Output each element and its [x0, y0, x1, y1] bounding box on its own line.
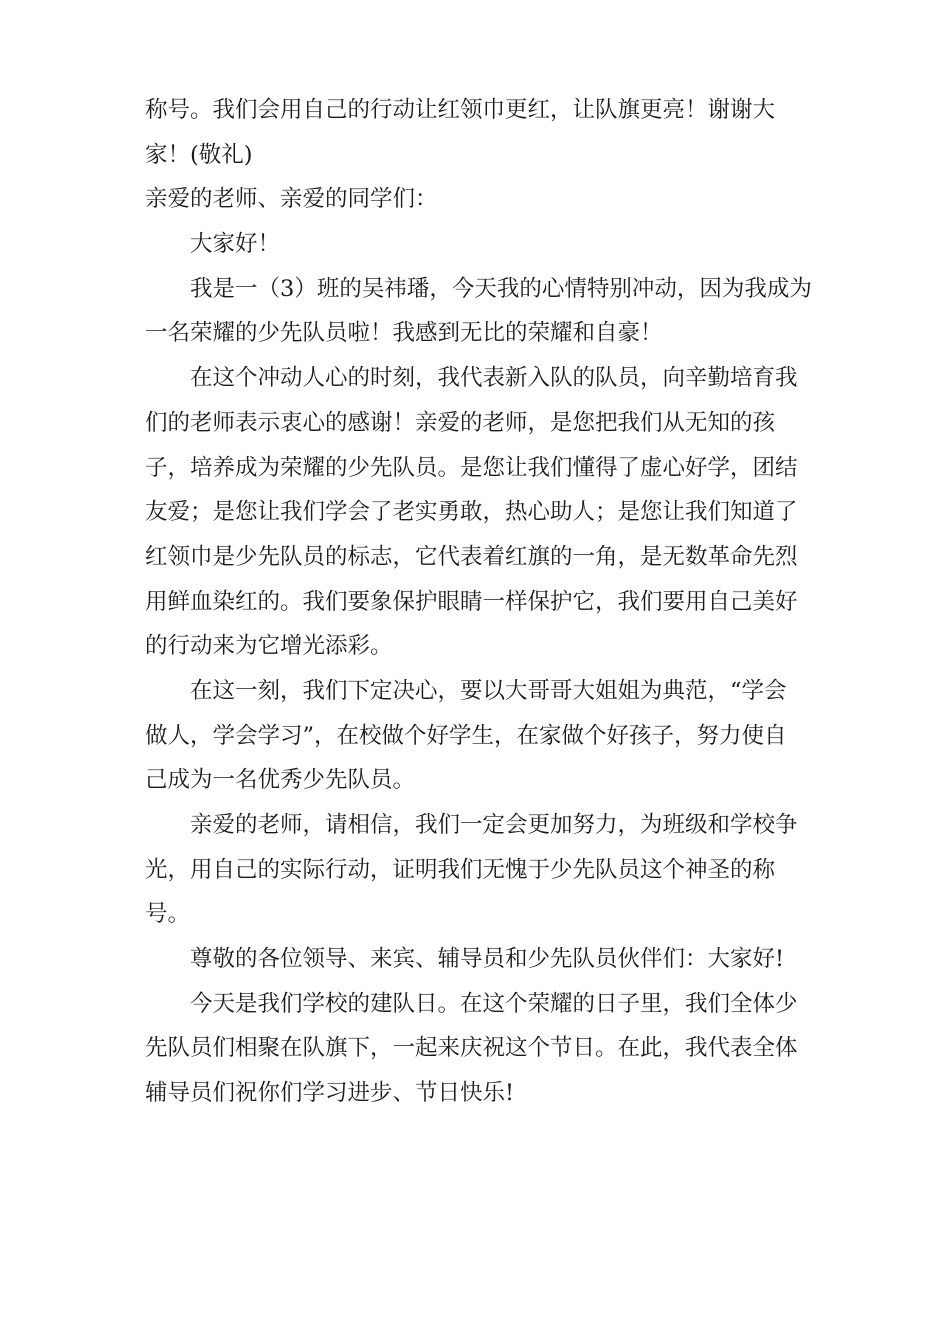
greeting: 大家好！ [190, 231, 281, 258]
text-line: 号。 [145, 901, 191, 928]
text-line: 今天是我们学校的建队日。在这个荣耀的日子里，我们全体少 [190, 990, 798, 1017]
salutation: 亲爱的老师、亲爱的同学们： [145, 186, 438, 213]
text-line: 称号。我们会用自己的行动让红领巾更红，让队旗更亮！谢谢大 [145, 97, 776, 123]
text-line: 己成为一名优秀少先队员。 [145, 767, 416, 794]
text-line: 们的老师表示衷心的感谢！亲爱的老师，是您把我们从无知的孩 [145, 409, 776, 436]
text-line: 在这个冲动人心的时刻，我代表新入队的队员，向辛勤培育我 [190, 365, 798, 392]
text-line: 友爱；是您让我们学会了老实勇敢，热心助人；是您让我们知道了 [145, 499, 798, 526]
text-line: 子，培养成为荣耀的少先队员。是您让我们懂得了虚心好学，团结 [145, 454, 798, 481]
document-body [145, 88, 810, 1116]
text-line: 先队员们相聚在队旗下，一起来庆祝这个节日。在此，我代表全体 [145, 1035, 798, 1062]
text-line: 一名荣耀的少先队员啦！我感到无比的荣耀和自豪！ [145, 320, 663, 347]
text-line: 在这一刻，我们下定决心，要以大哥哥大姐姐为典范，“学会 [190, 677, 787, 704]
text-line: 用鲜血染红的。我们要象保护眼睛一样保护它，我们要用自己美好 [145, 588, 798, 615]
text-line: 光，用自己的实际行动，证明我们无愧于少先队员这个神圣的称 [145, 856, 776, 883]
text-line: 辅导员们祝你们学习进步、节日快乐! [145, 1080, 515, 1107]
text-line: 做人，学会学习”，在校做个好学生，在家做个好孩子，努力使自 [145, 722, 787, 749]
text-line: 家！(敬礼) [145, 141, 253, 168]
text-line: 亲爱的老师，请相信，我们一定会更加努力，为班级和学校争 [190, 812, 798, 838]
text-line: 的行动来为它增光添彩。 [145, 633, 393, 660]
text-line: 红领巾是少先队员的标志，它代表着红旗的一角，是无数革命先烈 [145, 543, 798, 570]
text-line: 我是一（3）班的吴祎璠，今天我的心情特别冲动，因为我成为 [190, 275, 812, 302]
salutation: 尊敬的各位领导、来宾、辅导员和少先队员伙伴们：大家好! [190, 946, 785, 973]
